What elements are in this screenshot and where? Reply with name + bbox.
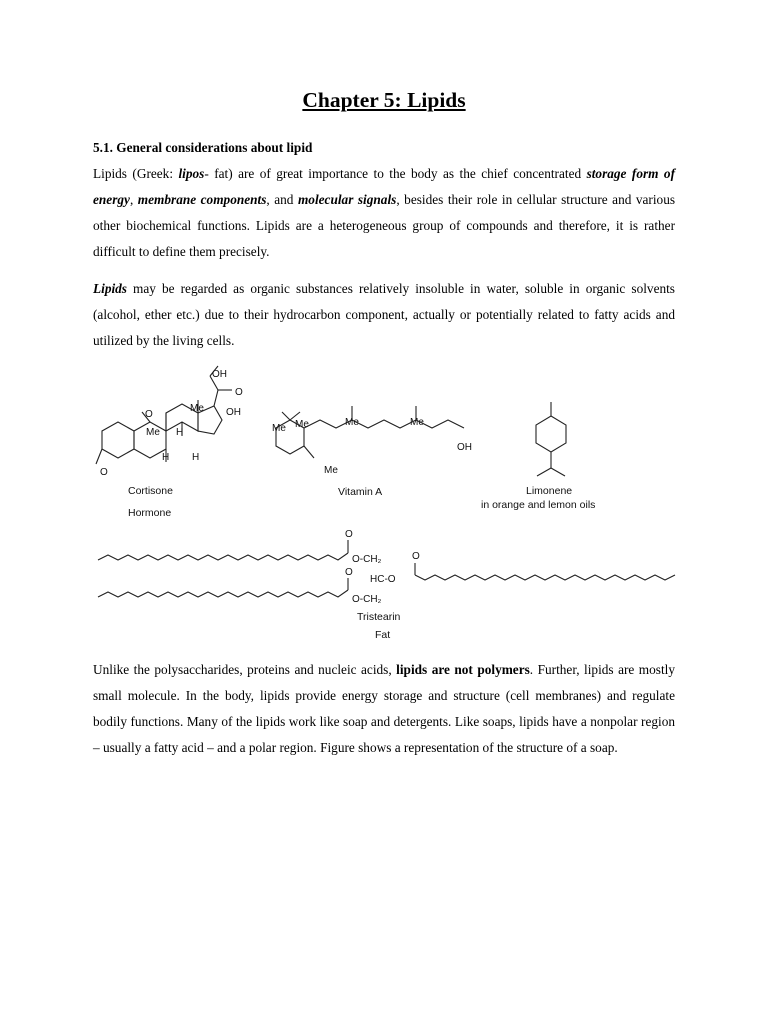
cortisone-h3: H (192, 452, 200, 463)
tristearin-och2-bottom: O-CH₂ (352, 594, 382, 605)
tristearin-och2-top: O-CH₂ (352, 554, 382, 565)
cortisone-me-top: Me (190, 403, 204, 414)
p1-emph-membrane: membrane components (137, 192, 267, 207)
cortisone-label: Cortisone (128, 485, 173, 497)
vitamin-a-me-4: Me (410, 417, 424, 428)
cortisone-h2: H (162, 452, 170, 463)
p1-text: - fat) are of great importance to the body as the chief concentrated (204, 166, 587, 181)
p3-emph-not-polymers: lipids are not polymers (396, 662, 530, 677)
tristearin-hco: HC-O (370, 574, 396, 585)
tristearin-o-2: O (345, 567, 353, 578)
limonene-note: in orange and lemon oils (481, 499, 596, 511)
p1-text: , and (266, 192, 298, 207)
p1-text: , (129, 192, 138, 207)
p2-emph-lipids: Lipids (93, 281, 127, 296)
vitamin-a-me-3: Me (345, 417, 359, 428)
tristearin-o-1: O (345, 529, 353, 540)
page-title: Chapter 5: Lipids (302, 88, 466, 112)
tristearin-label: Tristearin (357, 611, 401, 623)
limonene-label: Limonene (526, 485, 573, 497)
cortisone-ring-o: O (145, 409, 153, 420)
vitamin-a-me-1: Me (272, 423, 286, 434)
vitamin-a-me-2: Me (295, 419, 309, 430)
cortisone-bottom-o: O (100, 467, 108, 478)
vitamin-a-oh: OH (457, 442, 472, 453)
cortisone-structure (96, 366, 243, 519)
cortisone-oh-side: OH (226, 407, 241, 418)
p1-text: Lipids (Greek: (93, 166, 179, 181)
paragraph-2 (93, 276, 675, 354)
p2-text: may be regarded as organic substances relatively insoluble in water, soluble in organic solvents (alcohol, ether etc.) due to their hydrocarbon component, actually or potentially related to fatty acids and utilized by the living cells. (93, 281, 675, 348)
paragraph-3 (93, 657, 675, 761)
p3-text: . Further, lipids are mostly small molecule. In the body, lipids provide energy storage and structure (cell membranes) and regulate bodily functions. Many of the lipids work like soap and detergents. Like soaps, lipids have a nonpolar region – usually a fatty acid – and a polar region. Figure shows a representation of the structure of a soap. (93, 662, 675, 755)
section-heading: 5.1. General considerations about lipid (93, 140, 313, 155)
p1-emph-lipos: lipos (178, 166, 205, 181)
tristearin-structure (98, 529, 675, 641)
p1-emph-storage: storage form of energy (93, 166, 675, 207)
vitamin-a-me-5: Me (324, 465, 338, 476)
tristearin-category: Fat (375, 629, 391, 641)
lipid-structures-figure (90, 362, 690, 647)
p1-emph-signals: molecular signals (297, 192, 397, 207)
cortisone-h1: H (176, 427, 184, 438)
p3-text: Unlike the polysaccharides, proteins and nucleic acids, (93, 662, 397, 677)
limonene-structure (481, 402, 595, 511)
tristearin-o-3: O (412, 551, 420, 562)
cortisone-oh-top: OH (212, 369, 227, 380)
cortisone-keto-o: O (235, 387, 243, 398)
vitamin-a-structure (272, 406, 472, 498)
cortisone-category: Hormone (128, 507, 172, 519)
cortisone-me-ring: Me (146, 427, 160, 438)
vitamin-a-label: Vitamin A (338, 486, 383, 498)
p1-text: , besides their role in cellular structure and various other biochemical functions. Lipids are a heterogeneous group of compounds and therefore, it is rather difficult to define them precisely. (93, 192, 676, 259)
paragraph-1 (93, 161, 675, 265)
